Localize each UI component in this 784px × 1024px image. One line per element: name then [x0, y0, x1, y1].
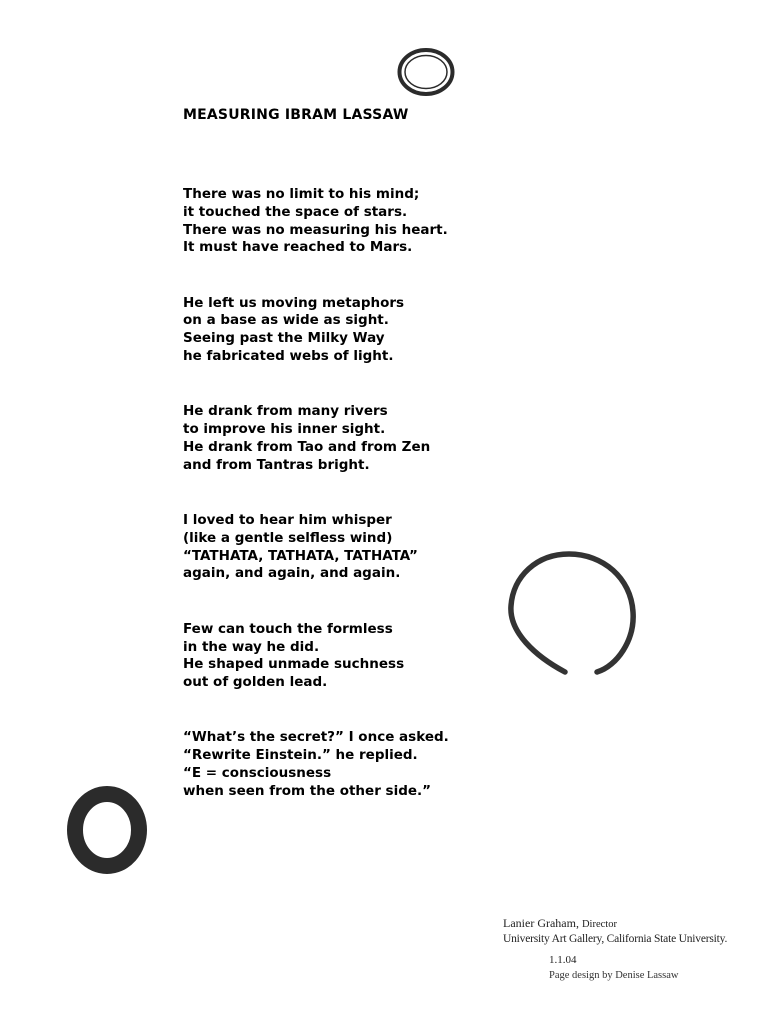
- poem-line: “What’s the secret?” I once asked.: [183, 729, 449, 746]
- poem-line: He left us moving metaphors: [183, 294, 405, 311]
- poem-line: again, and again, and again.: [183, 565, 401, 582]
- poem-line: when seen from the other side.”: [183, 782, 432, 799]
- credits-block: [503, 916, 773, 983]
- poem-line: out of golden lead.: [183, 674, 328, 691]
- poem-line: Few can touch the formless: [183, 620, 393, 637]
- bold-circle-ornament: [62, 782, 154, 878]
- author-credit: [503, 916, 773, 932]
- stanza: [183, 403, 513, 474]
- stanza: [183, 621, 513, 692]
- author-role: Director: [581, 919, 617, 930]
- poem-line: I loved to hear him whisper: [183, 512, 392, 529]
- poem-title: MEASURING IBRAM LASSAW: [183, 107, 409, 123]
- poem-line: Seeing past the Milky Way: [183, 330, 385, 347]
- poem-line: to improve his inner sight.: [183, 421, 386, 438]
- poem-line: He shaped unmade suchness: [183, 656, 405, 673]
- poem-line: It must have reached to Mars.: [183, 239, 413, 256]
- top-circle-ornament: [395, 46, 457, 98]
- stanza: [183, 512, 513, 583]
- design-credit: Page design by Denise Lassaw: [549, 970, 679, 981]
- poem-line: There was no measuring his heart.: [183, 221, 448, 238]
- poem-line: He drank from many rivers: [183, 403, 388, 420]
- author-institution: University Art Gallery, California State University.: [503, 933, 728, 945]
- poem-line: in the way he did.: [183, 638, 320, 655]
- poem-line: and from Tantras bright.: [183, 456, 370, 473]
- stanza: [183, 295, 513, 366]
- author-name: Lanier Graham,: [503, 916, 579, 930]
- poem-line: on a base as wide as sight.: [183, 312, 389, 329]
- stanza: [183, 729, 513, 800]
- poem-line: “E = consciousness: [183, 765, 332, 782]
- poem-line: “TATHATA, TATHATA, TATHATA”: [183, 547, 418, 564]
- poem-line: it touched the space of stars.: [183, 203, 408, 220]
- poem-date: 1.1.04: [549, 954, 577, 966]
- poem-line: He drank from Tao and from Zen: [183, 438, 431, 455]
- poem-line: There was no limit to his mind;: [183, 186, 420, 202]
- open-circle-ornament: [505, 548, 641, 680]
- poem-line: he fabricated webs of light.: [183, 348, 394, 365]
- poem-body: [183, 186, 513, 838]
- poem-line: “Rewrite Einstein.” he replied.: [183, 747, 418, 764]
- poem-line: (like a gentle selfless wind): [183, 529, 393, 546]
- stanza: [183, 186, 513, 257]
